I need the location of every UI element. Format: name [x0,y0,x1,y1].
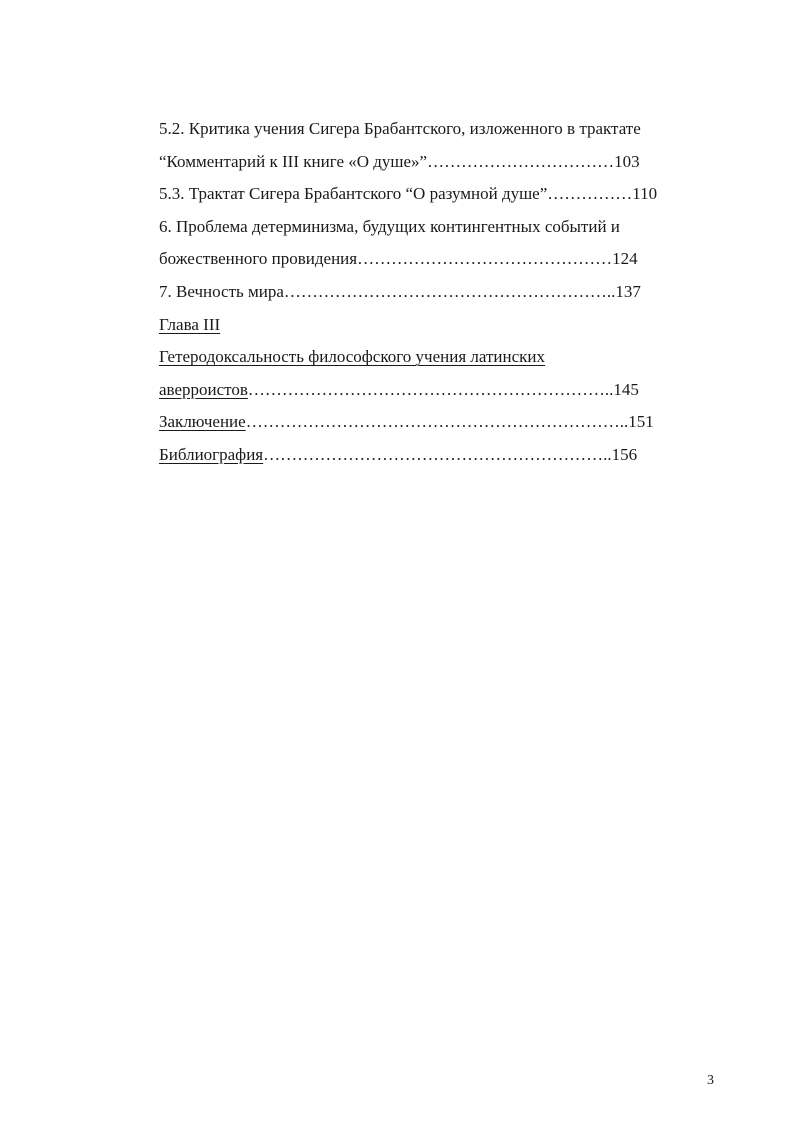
toc-line [159,243,719,276]
toc-line [159,178,719,211]
toc-line [159,146,719,179]
toc-text: божественного провидения………………………………………124 [159,249,638,269]
table-of-contents [159,113,719,472]
toc-text: 5.2. Критика учения Сигера Брабантского, изложенного в трактате [159,119,641,138]
toc-text: “Комментарий к III книге «О душе»”……………………………103 [159,151,640,171]
toc-line [159,374,719,407]
chapter-title: Гетеродоксальность философского учения латинских [159,347,546,367]
toc-line [159,211,719,244]
toc-line [159,276,719,309]
toc-leader-page: ……………………………………………………..156 [263,444,638,464]
toc-text: 6. Проблема детерминизма, будущих контингентных событий и [159,216,620,236]
toc-leader-page: ………………………………………………………..145 [247,379,639,399]
toc-text: 5.3. Трактат Сигера Брабантского “О разумной душе”……………110 [159,184,658,204]
toc-line [159,341,719,374]
bibliography-link: Библиография [159,444,264,464]
conclusion-link: Заключение [159,412,246,432]
chapter-heading: Глава III [159,314,221,334]
page-number: 3 [707,1073,714,1088]
toc-line [159,113,719,146]
chapter-title-end: аверроистов [159,379,248,399]
toc-line [159,309,719,342]
toc-line [159,406,719,439]
toc-line [159,439,719,472]
toc-text: 7. Вечность мира…………………………………………………..137 [159,281,641,301]
toc-leader-page: …………………………………………………………..151 [245,412,654,432]
